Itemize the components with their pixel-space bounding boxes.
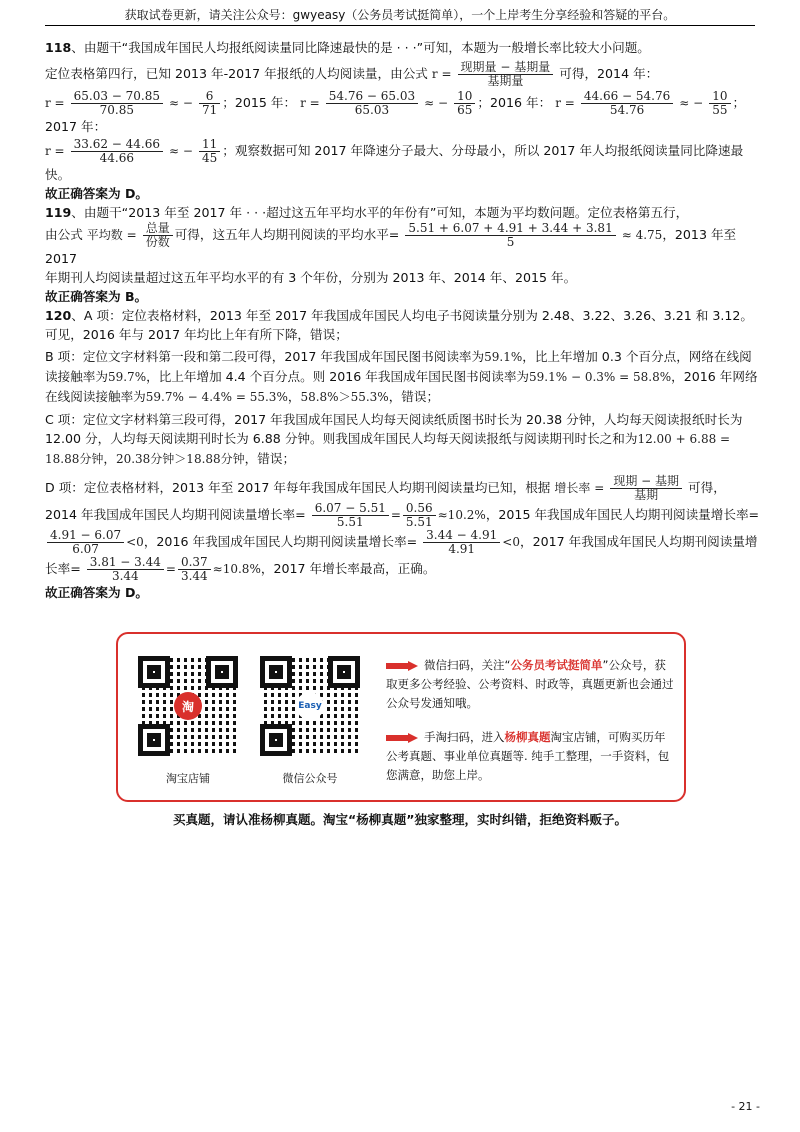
c-text-3: ，错误； [244, 451, 296, 466]
taobao-qr-code[interactable] [138, 656, 238, 756]
d-2017-eq-num: 0.37 [178, 556, 211, 570]
frac-2017-den: 44.66 [99, 151, 134, 165]
b-value-4: 59.7% − 4.4% = 55.3% [145, 390, 288, 404]
d-2015-result: <0 [126, 535, 144, 549]
q119-line2-mid: 可得，这五年人均期刊阅读的平均水平= [174, 227, 400, 242]
d-2017-eq-den: 3.44 [180, 569, 208, 583]
d-formula [610, 475, 682, 502]
d-formula-den: 基期 [634, 488, 659, 502]
d-text-6: ，2017 年我国成年国民人均期刊阅读量增长率= [45, 534, 758, 576]
d-text-5: ，2016 年我国成年国民人均期刊阅读量增长率= [143, 534, 418, 549]
d-2015-frac [47, 529, 124, 556]
q119-stem [45, 203, 760, 222]
frac-2015-den: 65.03 [354, 103, 390, 117]
b-text-4: ，2016 年网络在线阅读接触率为 [45, 369, 758, 404]
frac-2015 [326, 90, 418, 117]
b-value-5: 58.8%＞55.3% [300, 390, 389, 404]
d-formula-label: 增长率 = [554, 481, 605, 495]
frac-2017 [71, 138, 163, 165]
approx-2016-den: 55 [712, 103, 728, 117]
q119-line2-pre: 由公式 [45, 227, 83, 242]
d-2014-eq-den: 5.51 [405, 515, 433, 529]
r-symbol: r = [431, 67, 452, 81]
label-2017: ；2017 年： [45, 95, 746, 134]
q118-stem-text: 、由题干“我国成年国民人均报纸阅读量同比降速最快的是 · · ·”可知，本题为一般增长率比较大小问题。 [71, 40, 650, 55]
c-value-2: 20.38分钟＞18.88分钟 [115, 452, 245, 466]
approx-2015 [454, 90, 475, 117]
q119-line2-post: ，2013 年至 2017 [45, 227, 737, 266]
page-number: - 21 - [731, 1100, 760, 1113]
approx-2014-den: 71 [201, 103, 218, 117]
d-2017-result: ≈10.8% [212, 562, 261, 576]
avg-sum [405, 222, 615, 249]
q118-line2-post: 可得，2014 年： [559, 66, 659, 81]
d-2014-den: 5.51 [336, 515, 364, 529]
frac-2016 [581, 90, 673, 117]
promo-taobao-text [386, 728, 676, 785]
approx-2014-num: 6 [199, 90, 220, 104]
answer-content [45, 38, 760, 602]
b-text-3: ，比上年增加 4.4 个百分点。则 2016 年我国成年国民图书阅读率为 [146, 369, 530, 384]
d-text-3: 2014 年我国成年国民人均期刊阅读量增长率= [45, 507, 306, 522]
avg-formula [143, 222, 173, 249]
equals-sign: = [390, 508, 401, 522]
b-text-5: ， [287, 389, 301, 404]
q119-number: 119 [45, 205, 72, 220]
d-2016-frac [423, 529, 500, 556]
q120-a-text: 、A 项：定位表格材料，2013 年至 2017 年我国成年国民人均电子书阅读量分别为 2.48、3.22、3.26、3.21 和 3.12。可见，2016 年与 2017 年均比上年有所下降，错误； [45, 308, 754, 342]
promo-wechat-text [386, 656, 676, 713]
q118-conclusion: ；观察数据可知 2017 年降速分子最大、分母最小，所以 2017 年人均报纸阅读量同比降速最快。 [45, 143, 744, 182]
d-2017-frac [87, 556, 164, 583]
approx-sign: ≈ − [679, 96, 704, 110]
wechat-qr-caption: 微信公众号 [282, 772, 338, 785]
avg-result: ≈ 4.75 [621, 228, 663, 242]
frac-2014-num: 65.03 − 70.85 [71, 90, 163, 104]
avg-sum-den: 5 [506, 235, 515, 249]
q120-option-c [45, 410, 760, 469]
frac-2016-den: 54.76 [609, 103, 645, 117]
b-value-1: 59.1% [484, 350, 523, 364]
d-2014-num: 6.07 − 5.51 [312, 502, 389, 516]
approx-2016-num: 10 [709, 90, 730, 104]
approx-2015-num: 10 [454, 90, 475, 104]
approx-2015-den: 65 [457, 103, 473, 117]
promo-line1-post: ” [602, 658, 609, 672]
taobao-logo-icon: 淘 [174, 692, 202, 720]
frac-2015-num: 54.76 − 65.03 [326, 90, 418, 104]
promo-line1-red: 公务员考试挺简单 [510, 658, 603, 672]
approx-2017 [199, 138, 220, 165]
c-text-1: C 项：定位文字材料第三段可得，2017 年我国成年国民人均每天阅读纸质图书时长为 20.38 分钟，人均每天阅读报纸时长为 12.00 分，人均每天阅读期刊时长为 6.88 分钟。则我国成年国民人均每天阅读报纸与阅读期刊时长之和为 [45, 412, 743, 446]
d-2014-eq-num: 0.56 [403, 502, 436, 516]
b-text-2: ，比上年增加 0.3 个百分点，网络在线阅读接触率为 [45, 349, 752, 384]
b-text-1: B 项：定位文字材料第一段和第二段可得，2017 年我国成年国民图书阅读率为 [45, 349, 485, 364]
b-text-6: ，错误； [388, 389, 440, 404]
equals-sign: = [165, 562, 176, 576]
frac-2014 [71, 90, 163, 117]
q118-line2 [45, 61, 760, 88]
q120-option-d [45, 475, 760, 583]
frac-2014-den: 70.85 [99, 103, 134, 117]
red-arrow-icon [386, 661, 420, 671]
label-2016: ；2016 年： [477, 95, 552, 110]
promo-line1-pre: 微信扫码，关注“ [424, 658, 511, 672]
d-2016-den: 4.91 [448, 542, 476, 556]
d-formula-num: 现期 − 基期 [610, 475, 682, 489]
q120-number: 120 [45, 308, 72, 323]
q118-line3 [45, 90, 760, 136]
footer-note: 买真题，请认准杨柳真题。淘宝“杨柳真题”独家整理，实时纠错，拒绝资料贩子。 [173, 812, 627, 827]
avg-sum-num: 5.51 + 6.07 + 4.91 + 3.44 + 3.81 [405, 222, 615, 236]
d-2017-num: 3.81 − 3.44 [87, 556, 164, 570]
q118-line4 [45, 138, 760, 184]
avg-den: 份数 [145, 235, 170, 249]
q119-line2 [45, 222, 760, 268]
d-text-1: D 项：定位表格材料，2013 年至 2017 年每年我国成年国民人均期刊阅读量均已知，根据 [45, 480, 551, 495]
growth-formula-num: 现期量 − 基期量 [458, 61, 554, 75]
red-arrow-icon [386, 733, 420, 743]
d-2014-eq [403, 502, 436, 529]
q118-line2-pre: 定位表格第四行，已知 2013 年-2017 年报纸的人均阅读量，由公式 [45, 66, 428, 81]
q119-line3: 年期刊人均阅读量超过这五年平均水平的有 3 个年份，分别为 2013 年、2014 年、2015 年。 [45, 270, 577, 285]
r-2015: r = [300, 96, 320, 110]
q118-number: 118 [45, 40, 72, 55]
d-2016-result: <0 [502, 535, 520, 549]
c-value-1: 12.00 + 6.88 = 18.88分钟 [45, 432, 731, 466]
c-text-2: ， [103, 451, 116, 466]
growth-formula-den: 基期量 [487, 74, 524, 88]
frac-2016-num: 44.66 − 54.76 [581, 90, 673, 104]
r-2014: r = [45, 96, 65, 110]
promo-line2-pre: 手淘扫码，进入 [424, 730, 505, 744]
promo-line2-red: 杨柳真题 [504, 730, 551, 744]
promo-box [116, 632, 686, 802]
frac-2017-num: 33.62 − 44.66 [71, 138, 163, 152]
promo-line2-post: 淘宝店铺，可购买历年公考真题、事业单位真题等. 纯手工整理，一手资料，包您满意，助您上岸。 [386, 730, 670, 782]
q120-option-b [45, 347, 760, 407]
b-value-3: 59.1% − 0.3% = 58.8% [529, 370, 672, 384]
approx-sign: ≈ − [424, 96, 449, 110]
avg-num: 总量 [143, 222, 173, 236]
r-2016: r = [555, 96, 575, 110]
avg-label: 平均数 = [86, 228, 137, 242]
approx-sign: ≈ − [169, 96, 193, 110]
d-2014-result: ≈10.2% [437, 508, 486, 522]
d-2017-den: 3.44 [111, 569, 139, 583]
wechat-qr-code[interactable] [260, 656, 360, 756]
d-2017-eq [178, 556, 211, 583]
d-text-2: 可得， [688, 480, 726, 495]
approx-2016 [709, 90, 730, 117]
q118-stem [45, 38, 760, 57]
d-text-4: ，2015 年我国成年国民人均期刊阅读量增长率= [485, 507, 760, 522]
q120-answer: 故正确答案为 D。 [45, 585, 148, 600]
d-2015-num: 4.91 − 6.07 [47, 529, 124, 543]
approx-2017-den: 45 [201, 151, 218, 165]
approx-sign: ≈ − [169, 144, 193, 158]
d-2014-frac [312, 502, 389, 529]
approx-2017-num: 11 [199, 138, 220, 152]
q119-stem-text: 、由题干“2013 年至 2017 年 · · ·超过这五年平均水平的年份有”可知，本题为平均数问题。定位表格第五行， [71, 205, 689, 220]
d-text-7: ，2017 年增长率最高，正确。 [260, 561, 436, 576]
page-header: 获取试卷更新，请关注公众号：gwyeasy（公务员考试挺简单），一个上岸考生分享经验和答疑的平台。 [124, 8, 676, 22]
q118-answer: 故正确答案为 D。 [45, 186, 148, 201]
b-value-2: 59.7% [107, 370, 147, 384]
easy-logo-icon: Easy [296, 692, 324, 720]
label-2015: ；2015 年： [222, 95, 297, 110]
r-2017: r = [45, 144, 65, 158]
q120-option-a [45, 306, 760, 344]
promo-line1-rest: 公众号，获取更多公考经验、公考资料、时政等，真题更新也会通过公众号发通知哦。 [386, 658, 674, 710]
growth-formula [458, 61, 554, 88]
d-2015-den: 6.07 [72, 542, 99, 556]
header-divider [45, 25, 755, 26]
approx-2014 [199, 90, 220, 117]
taobao-qr-caption: 淘宝店铺 [166, 772, 210, 785]
d-2016-num: 3.44 − 4.91 [423, 529, 500, 543]
q119-answer: 故正确答案为 B。 [45, 289, 148, 304]
